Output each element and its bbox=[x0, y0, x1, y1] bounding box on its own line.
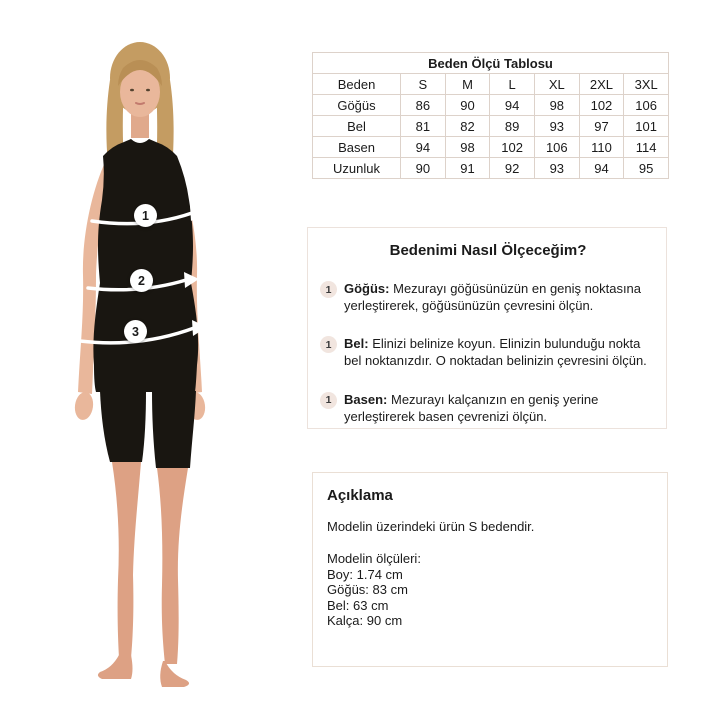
column-header: 3XL bbox=[624, 74, 669, 95]
cell-value: 106 bbox=[624, 95, 669, 116]
table-row bbox=[313, 116, 669, 137]
column-header: S bbox=[401, 74, 446, 95]
description-section bbox=[312, 472, 668, 667]
measurement-line: Kalça: 90 cm bbox=[327, 613, 403, 628]
row-label: Göğüs bbox=[313, 95, 401, 116]
cell-value: 101 bbox=[624, 116, 669, 137]
cell-value: 90 bbox=[401, 158, 446, 179]
how-to-measure-section bbox=[307, 227, 667, 429]
column-header: Beden bbox=[313, 74, 401, 95]
model-photo bbox=[0, 0, 300, 720]
column-header: 2XL bbox=[579, 74, 624, 95]
model-legs bbox=[98, 462, 189, 687]
model-shorts bbox=[100, 391, 196, 468]
step-text: Göğüs: Mezurayı göğüsünüzün en geniş noktasına yerleştirerek, göğüsünüzün çevresini ölçün. bbox=[344, 281, 642, 314]
size-table-title: Beden Ölçü Tablosu bbox=[313, 53, 669, 74]
how-to-measure-title: Bedenimi Nasıl Ölçeceğim? bbox=[389, 242, 587, 259]
cell-value: 106 bbox=[534, 137, 579, 158]
measurement-line: Göğüs: 83 cm bbox=[327, 582, 408, 597]
cell-value: 102 bbox=[579, 95, 624, 116]
cell-value: 97 bbox=[579, 116, 624, 137]
cell-value: 94 bbox=[579, 158, 624, 179]
model-dress bbox=[93, 139, 198, 392]
column-header: L bbox=[490, 74, 535, 95]
measurement-line: Boy: 1.74 cm bbox=[327, 566, 403, 582]
marker-number: 1 bbox=[142, 208, 149, 223]
cell-value: 98 bbox=[445, 137, 490, 158]
size-table-title-row bbox=[313, 53, 669, 74]
table-row bbox=[313, 137, 669, 158]
measurements-label: Modelin ölçüleri: bbox=[327, 551, 421, 566]
row-label: Bel bbox=[313, 116, 401, 137]
cell-value: 89 bbox=[490, 116, 535, 137]
cell-value: 81 bbox=[401, 116, 446, 137]
cell-value: 95 bbox=[624, 158, 669, 179]
size-table-header-row bbox=[313, 74, 669, 95]
list-item bbox=[320, 280, 656, 314]
step-badge: 1 bbox=[320, 336, 337, 353]
step-text: Bel: Elinizi belinize koyun. Elinizin bulunduğu nokta bel noktanızdır. O noktadan belinizin çevresini ölçün. bbox=[344, 336, 647, 369]
model-measurements bbox=[327, 551, 655, 629]
cell-value: 93 bbox=[534, 158, 579, 179]
column-header: XL bbox=[534, 74, 579, 95]
measure-marker-1 bbox=[134, 204, 157, 227]
step-text: Basen: Mezurayı kalçanızın en geniş yerine yerleştirerek basen çevrenizi ölçün. bbox=[344, 391, 599, 424]
model-figure-svg bbox=[0, 0, 300, 720]
measure-marker-3 bbox=[124, 320, 147, 343]
step-label: Göğüs: bbox=[344, 281, 390, 296]
step-badge: 1 bbox=[320, 392, 337, 409]
cell-value: 94 bbox=[401, 137, 446, 158]
measurement-line: Bel: 63 cm bbox=[327, 597, 389, 613]
cell-value: 114 bbox=[624, 137, 669, 158]
step-label: Basen: bbox=[344, 391, 388, 407]
row-label: Basen bbox=[313, 137, 401, 158]
column-header: M bbox=[445, 74, 490, 95]
description-title: Açıklama bbox=[327, 487, 393, 504]
cell-value: 82 bbox=[445, 116, 490, 137]
cell-value: 90 bbox=[445, 95, 490, 116]
cell-value: 92 bbox=[490, 158, 535, 179]
marker-number: 2 bbox=[138, 273, 145, 288]
table-row bbox=[313, 95, 669, 116]
model-face bbox=[118, 60, 162, 138]
fit-note: Modelin üzerindeki ürün S bedendir. bbox=[327, 519, 535, 534]
step-badge: 1 bbox=[320, 281, 337, 298]
measure-marker-2 bbox=[130, 269, 153, 292]
table-row bbox=[313, 158, 669, 179]
cell-value: 110 bbox=[579, 137, 624, 158]
cell-value: 93 bbox=[534, 116, 579, 137]
list-item bbox=[320, 391, 656, 425]
list-item bbox=[320, 335, 656, 369]
cell-value: 91 bbox=[445, 158, 490, 179]
cell-value: 86 bbox=[401, 95, 446, 116]
step-label: Bel: bbox=[344, 336, 369, 352]
cell-value: 98 bbox=[534, 95, 579, 116]
marker-number: 3 bbox=[132, 324, 139, 339]
size-table-section bbox=[312, 52, 669, 179]
size-table bbox=[312, 52, 669, 179]
cell-value: 102 bbox=[490, 137, 535, 158]
cell-value: 94 bbox=[490, 95, 535, 116]
row-label: Uzunluk bbox=[313, 158, 401, 179]
